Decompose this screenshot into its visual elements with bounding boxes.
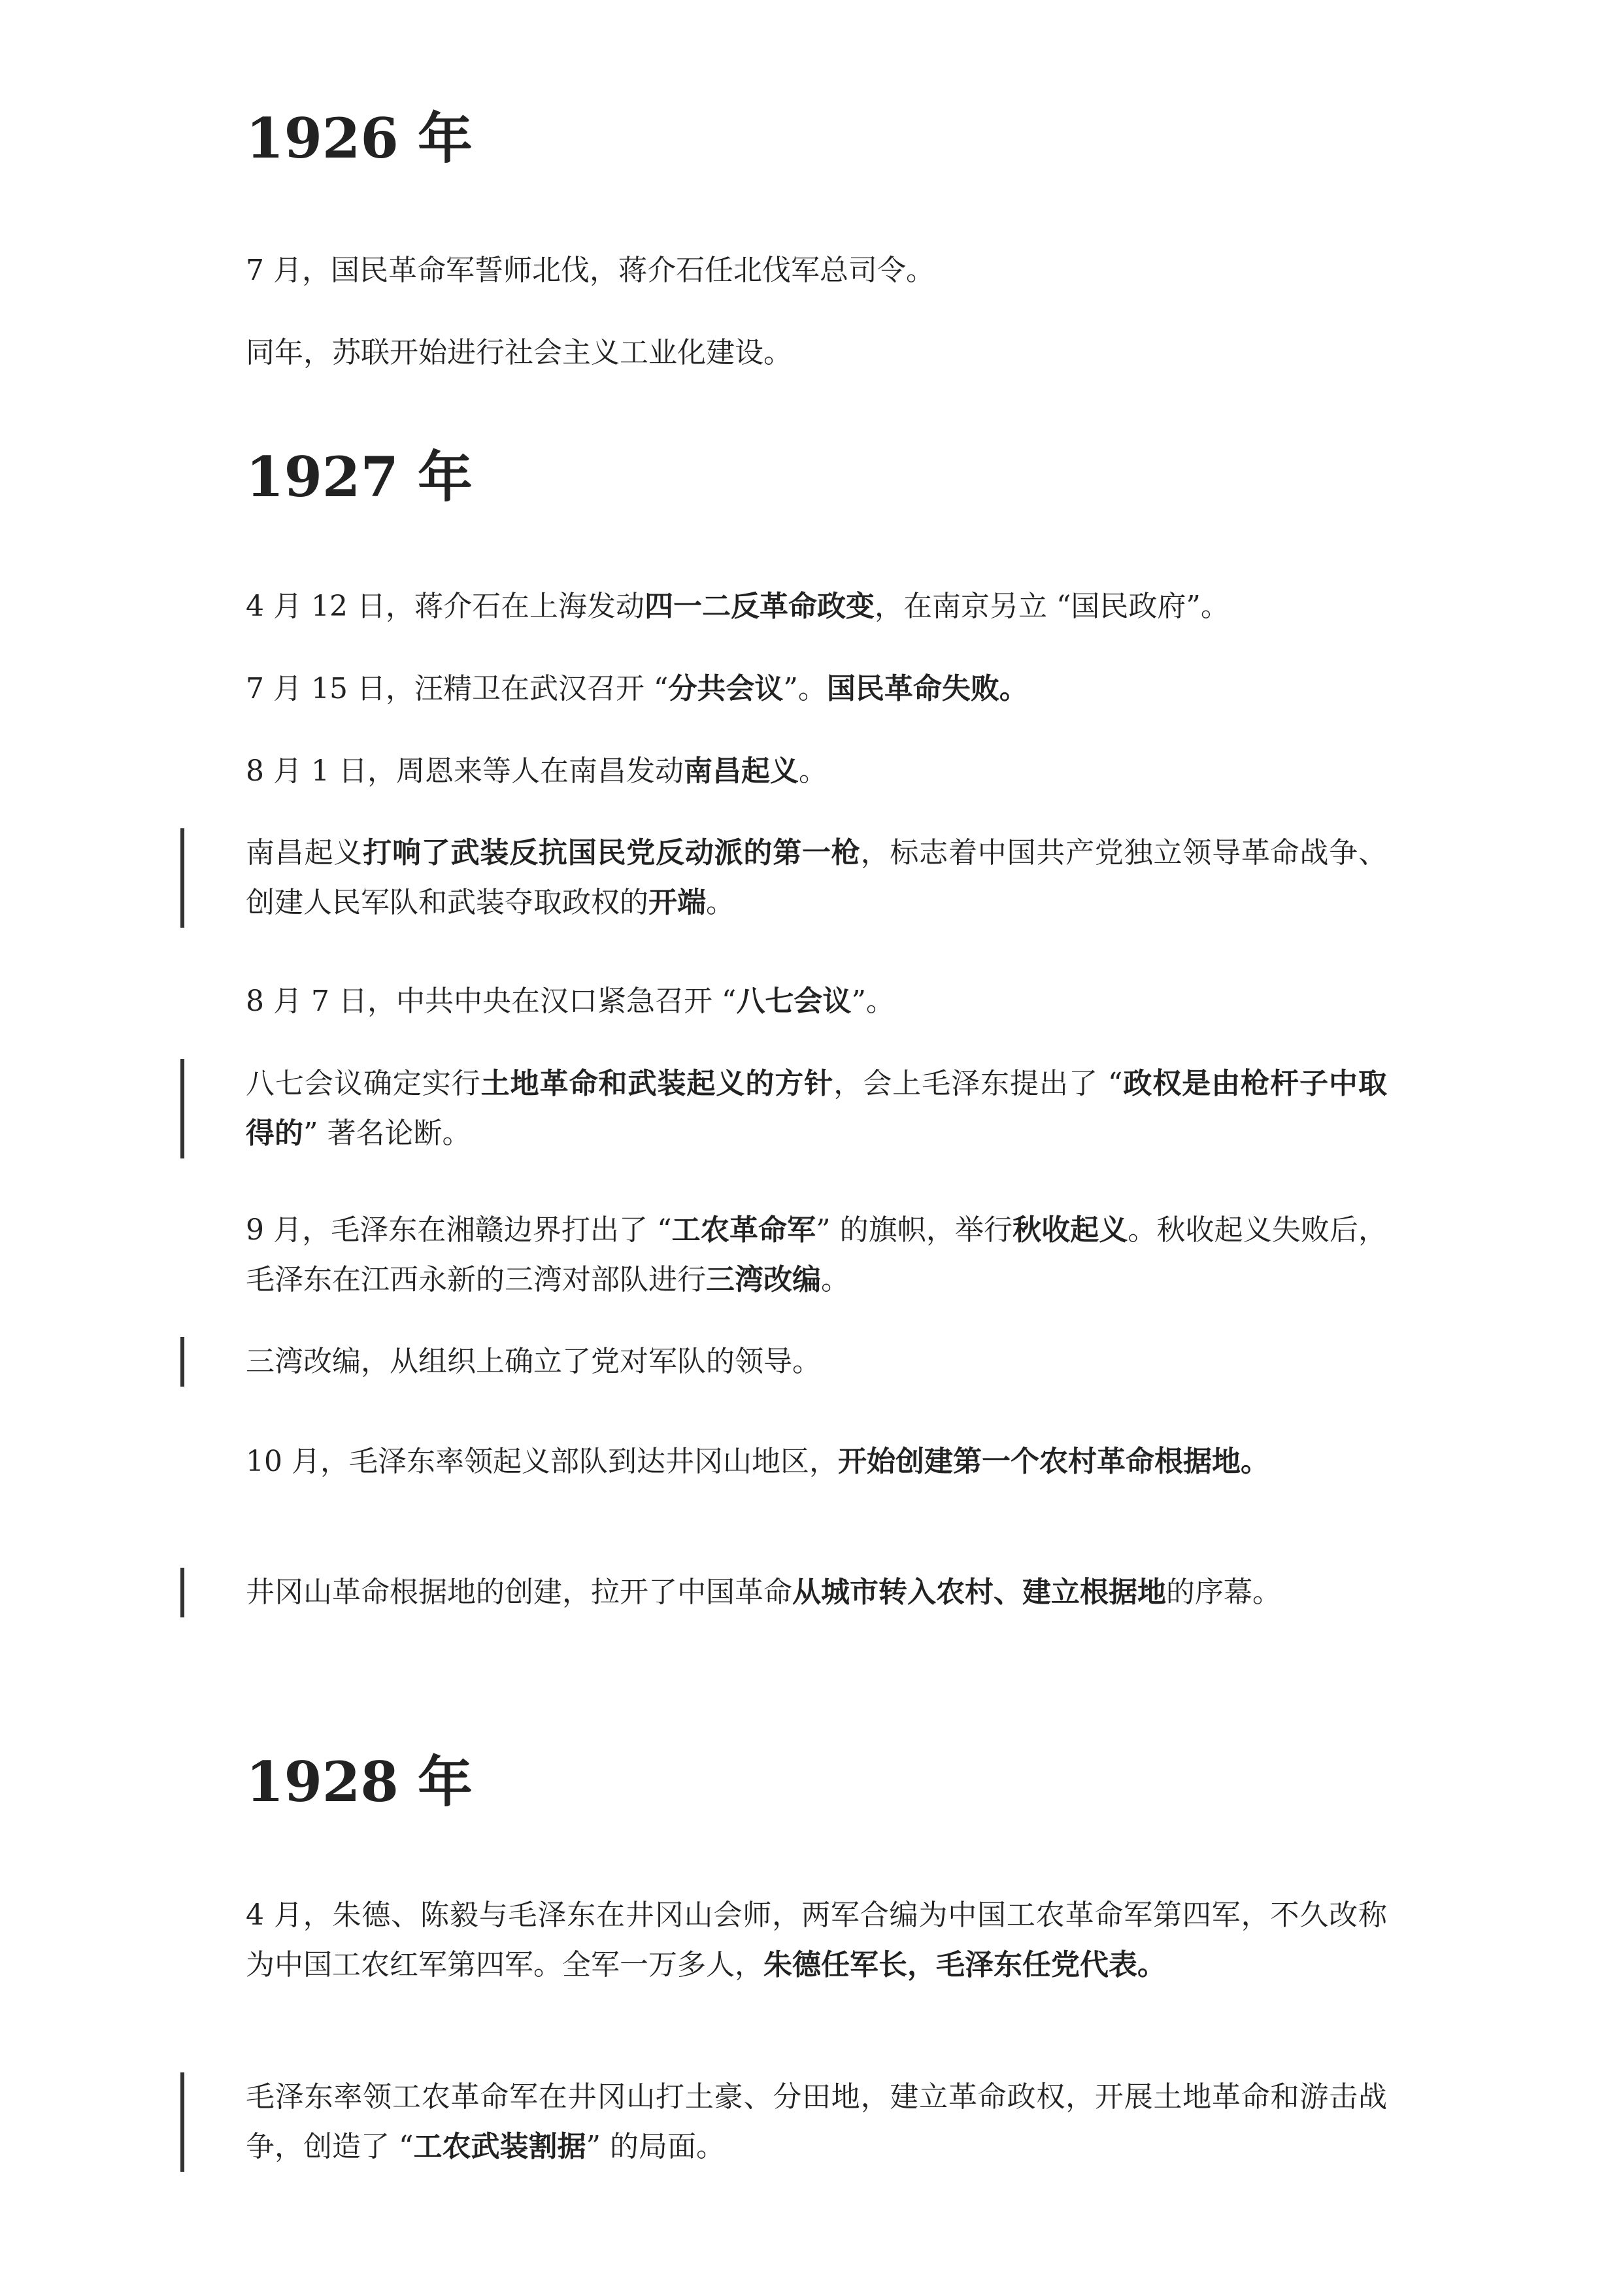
- paragraph: [246, 664, 1387, 714]
- bold-text-run: 开端: [648, 886, 706, 919]
- blockquote-text: [246, 828, 1387, 928]
- paragraph: [246, 1437, 1387, 1487]
- paragraph: [246, 246, 1387, 295]
- paragraph: [246, 328, 1387, 378]
- paragraph: [246, 747, 1387, 796]
- bold-text-run: 开始创建第一个农村革命根据地。: [837, 1445, 1269, 1478]
- paragraph: [246, 582, 1387, 632]
- text-run: 毛泽东率领工农革命军在井冈山打土豪、分田地，建立革命政权，开展土地革命和游击战争，创造了 “: [246, 2080, 1387, 2163]
- year-heading-1927: 1927 年: [246, 445, 473, 509]
- bold-text-run: 南昌起义: [683, 754, 799, 788]
- paragraph: [246, 977, 1387, 1026]
- text-run: ” 著名论断。: [303, 1117, 471, 1150]
- year-heading-1928: 1928 年: [246, 1749, 473, 1814]
- text-run: ”。: [851, 985, 895, 1018]
- blockquote-text: [246, 1059, 1387, 1158]
- text-run: 。: [821, 1263, 850, 1296]
- bold-text-run: 土地革命和武装起义的方针: [480, 1067, 834, 1100]
- text-run: 4 月，朱德、陈毅与毛泽东在井冈山会师，两军合编为中国工农革命军第四军，不久改称为中国工农红军第四军。全军一万多人，: [246, 1899, 1387, 1982]
- text-run: 南昌起义: [246, 836, 363, 869]
- text-run: 4 月 12 日，蒋介石在上海发动: [246, 590, 644, 623]
- bold-text-run: 秋收起义: [1012, 1213, 1128, 1247]
- text-run: 8 月 1 日，周恩来等人在南昌发动: [246, 754, 684, 788]
- blockquote: [180, 1568, 1387, 1617]
- bold-text-run: 打响了武装反抗国民党反动派的第一枪: [363, 836, 861, 869]
- blockquote-text: [246, 1568, 1387, 1617]
- blockquote: [180, 1337, 1387, 1387]
- text-run: ”。: [783, 672, 827, 705]
- blockquote: [180, 2072, 1387, 2172]
- paragraph: [246, 1891, 1387, 1990]
- text-run: 三湾改编，从组织上确立了党对军队的领导。: [246, 1345, 821, 1378]
- text-run: 8 月 7 日，中共中央在汉口紧急召开 “: [246, 985, 737, 1018]
- text-run: 。: [706, 886, 735, 919]
- bold-text-run: 从城市转入农村、建立根据地: [792, 1576, 1166, 1609]
- text-run: 7 月 15 日，汪精卫在武汉召开 “: [246, 672, 669, 705]
- bold-text-run: 朱德任军长，毛泽东任党代表。: [763, 1948, 1166, 1982]
- text-run: ，会上毛泽东提出了 “: [833, 1067, 1123, 1100]
- text-run: 同年，苏联开始进行社会主义工业化建设。: [246, 336, 792, 369]
- text-run: ” 的局面。: [586, 2130, 725, 2163]
- blockquote: [180, 1059, 1387, 1158]
- bold-text-run: 工农革命军: [671, 1213, 816, 1247]
- text-run: 八七会议确定实行: [246, 1067, 481, 1100]
- bold-text-run: 三湾改编: [706, 1263, 821, 1296]
- text-run: 。秋收起义失败后，毛泽东在江西永新的三湾对部队进行: [246, 1213, 1388, 1296]
- bold-text-run: 四一二反革命政变: [644, 590, 875, 623]
- blockquote-text: [246, 1337, 1387, 1387]
- year-heading-1926: 1926 年: [246, 106, 473, 171]
- text-run: 的序幕。: [1166, 1576, 1281, 1609]
- text-run: 。: [798, 754, 828, 788]
- text-run: ” 的旗帜，举行: [816, 1213, 1013, 1247]
- paragraph: [246, 1206, 1387, 1305]
- text-run: ，标志着中国共产党独立领导革命战争、创建人民军队和武装夺取政权的: [246, 836, 1388, 919]
- text-run: 10 月，毛泽东率领起义部队到达井冈山地区，: [246, 1445, 838, 1478]
- bold-text-run: 工农武装割据: [413, 2130, 586, 2163]
- bold-text-run: 分共会议: [668, 672, 784, 705]
- text-run: 井冈山革命根据地的创建，拉开了中国革命: [246, 1576, 792, 1609]
- blockquote-text: [246, 2072, 1387, 2172]
- bold-text-run: 政权是由枪杆子中取得的: [246, 1067, 1388, 1150]
- bold-text-run: 国民革命失败。: [826, 672, 1028, 705]
- text-run: 7 月，国民革命军誓师北伐，蒋介石任北伐军总司令。: [246, 254, 935, 287]
- blockquote: [180, 828, 1387, 928]
- bold-text-run: 八七会议: [736, 985, 852, 1018]
- text-run: ，在南京另立 “国民政府”。: [874, 590, 1230, 623]
- text-run: 9 月，毛泽东在湘赣边界打出了 “: [246, 1213, 672, 1247]
